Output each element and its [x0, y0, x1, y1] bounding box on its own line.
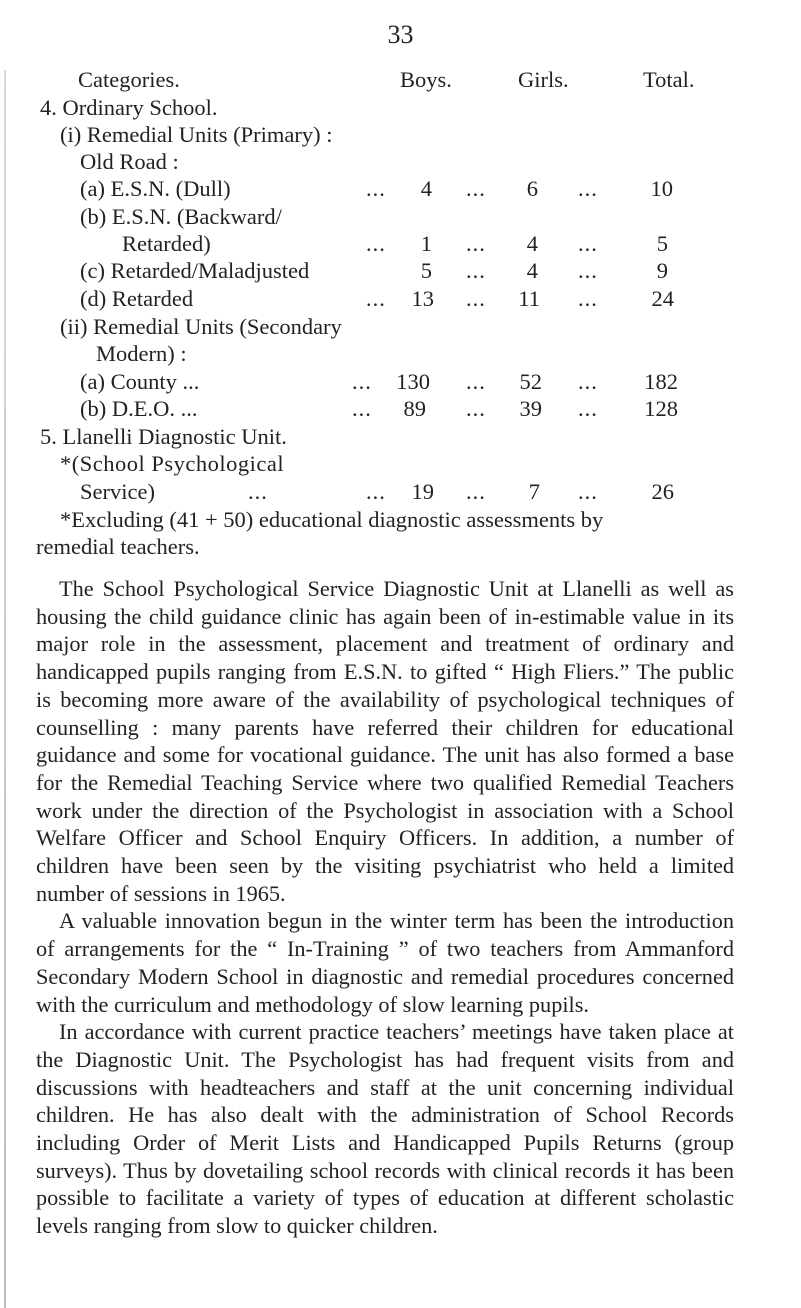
leader-dots: ... [466, 479, 486, 504]
leader-dots: ... [466, 369, 486, 394]
girls-value: 7 [528, 479, 540, 504]
row-label-continued: Retarded) [122, 231, 211, 256]
boys-value: 5 [420, 258, 432, 283]
leader-dots: ... [352, 396, 372, 421]
remedial-secondary-heading: (ii) Remedial Units (Secondary [60, 314, 342, 339]
paragraph-in-training: A valuable innovation begun in the winter term has been the introduction of arrangements for the “ In-Training ” of two teachers from Ammanford Secondary Modern School in diagnostic and remedial procedures concerned with the curriculum and methodology of slow learning pupils. [36, 908, 734, 1017]
total-value: 26 [651, 479, 674, 504]
boys-value: 4 [420, 176, 432, 201]
total-value: 10 [650, 176, 673, 201]
body-text [36, 575, 734, 1240]
section-5-subtitle-continued: Service) [80, 479, 155, 504]
girls-value: 4 [526, 231, 538, 256]
row-label: (a) E.S.N. (Dull) [80, 176, 231, 201]
section-5-title: 5. Llanelli Diagnostic Unit. [40, 424, 287, 449]
header-total: Total. [643, 67, 695, 92]
leader-dots: ... [466, 286, 486, 311]
boys-value: 1 [420, 231, 432, 256]
leader-dots: ... [578, 286, 598, 311]
girls-value: 11 [518, 286, 540, 311]
leader-dots: ... [578, 369, 598, 394]
leader-dots: ... [578, 258, 598, 283]
boys-value: 89 [403, 396, 426, 421]
leader-dots: ... [466, 176, 486, 201]
girls-value: 39 [519, 396, 542, 421]
row-label: (b) D.E.O. ... [80, 396, 198, 421]
header-categories: Categories. [78, 67, 180, 92]
total-value: 128 [644, 396, 678, 421]
row-label: (a) County ... [80, 369, 200, 394]
page-number: 33 [387, 20, 414, 49]
leader-dots: ... [578, 396, 598, 421]
leader-dots: ... [366, 286, 386, 311]
leader-dots: ... [366, 479, 386, 504]
girls-value: 52 [519, 369, 542, 394]
remedial-secondary-heading-continued: Modern) : [96, 341, 187, 366]
total-value: 9 [656, 258, 668, 283]
leader-dots: ... [366, 176, 386, 201]
section-4-title: 4. Ordinary School. [40, 95, 218, 120]
remedial-primary-heading: (i) Remedial Units (Primary) : [60, 122, 333, 147]
leader-dots: ... [466, 231, 486, 256]
section-5-subtitle: *(School Psychological [60, 451, 285, 476]
leader-dots: ... [352, 369, 372, 394]
paragraph-teachers-meetings: In accordance with current practice teachers’ meetings have taken place at the Diagnostic Unit. The Psychologist has had frequent visits from and discussions with headteachers and staff at the unit concerning individual children. He has also dealt with the administration of School Records including Order of Merit Lists and Handicapped Pupils Returns (group surveys). Thus by dovetailing school records with clinical records it has been possible to facilitate a variety of types of education at different scholastic levels ranging from slow to quicker children. [36, 1019, 734, 1239]
leader-dots: ... [248, 479, 268, 504]
row-label: (d) Retarded [80, 286, 194, 311]
header-boys: Boys. [400, 67, 452, 92]
leader-dots: ... [466, 396, 486, 421]
boys-value: 130 [396, 369, 430, 394]
boys-value: 13 [411, 286, 434, 311]
girls-value: 4 [526, 258, 538, 283]
leader-dots: ... [466, 258, 486, 283]
total-value: 24 [651, 286, 674, 311]
total-value: 182 [644, 369, 678, 394]
girls-value: 6 [526, 176, 538, 201]
row-label: (b) E.S.N. (Backward/ [80, 204, 282, 229]
footnote-line-2: remedial teachers. [36, 534, 200, 559]
old-road-heading: Old Road : [80, 149, 179, 174]
scan-page-edge [4, 70, 6, 1308]
leader-dots: ... [578, 231, 598, 256]
leader-dots: ... [578, 479, 598, 504]
leader-dots: ... [366, 231, 386, 256]
boys-value: 19 [411, 479, 434, 504]
paragraph-diagnostic-unit: The School Psychological Service Diagnostic Unit at Llanelli as well as housing the child guidance clinic has again been of in-estimable value in its major role in the assessment, placement and treatment of ordinary and handicapped pupils ranging from E.S.N. to gifted “ High Fliers.” The public is becoming more aware of the availability of psychological techniques of counselling : many parents have referred their children for educational guidance and some for vocational guidance. The unit has also formed a base for the Remedial Teaching Service where two qualified Remedial Teachers work under the direction of the Psychologist in association with a School Welfare Officer and School Enquiry Officers. In addition, a number of children have been seen by the visiting psychiatrist who held a limited number of sessions in 1965. [36, 576, 734, 906]
header-girls: Girls. [518, 67, 569, 92]
footnote-line-1: *Excluding (41 + 50) educational diagnostic assessments by [60, 507, 604, 532]
row-label: (c) Retarded/Maladjusted [80, 258, 310, 283]
leader-dots: ... [578, 176, 598, 201]
total-value: 5 [656, 231, 668, 256]
